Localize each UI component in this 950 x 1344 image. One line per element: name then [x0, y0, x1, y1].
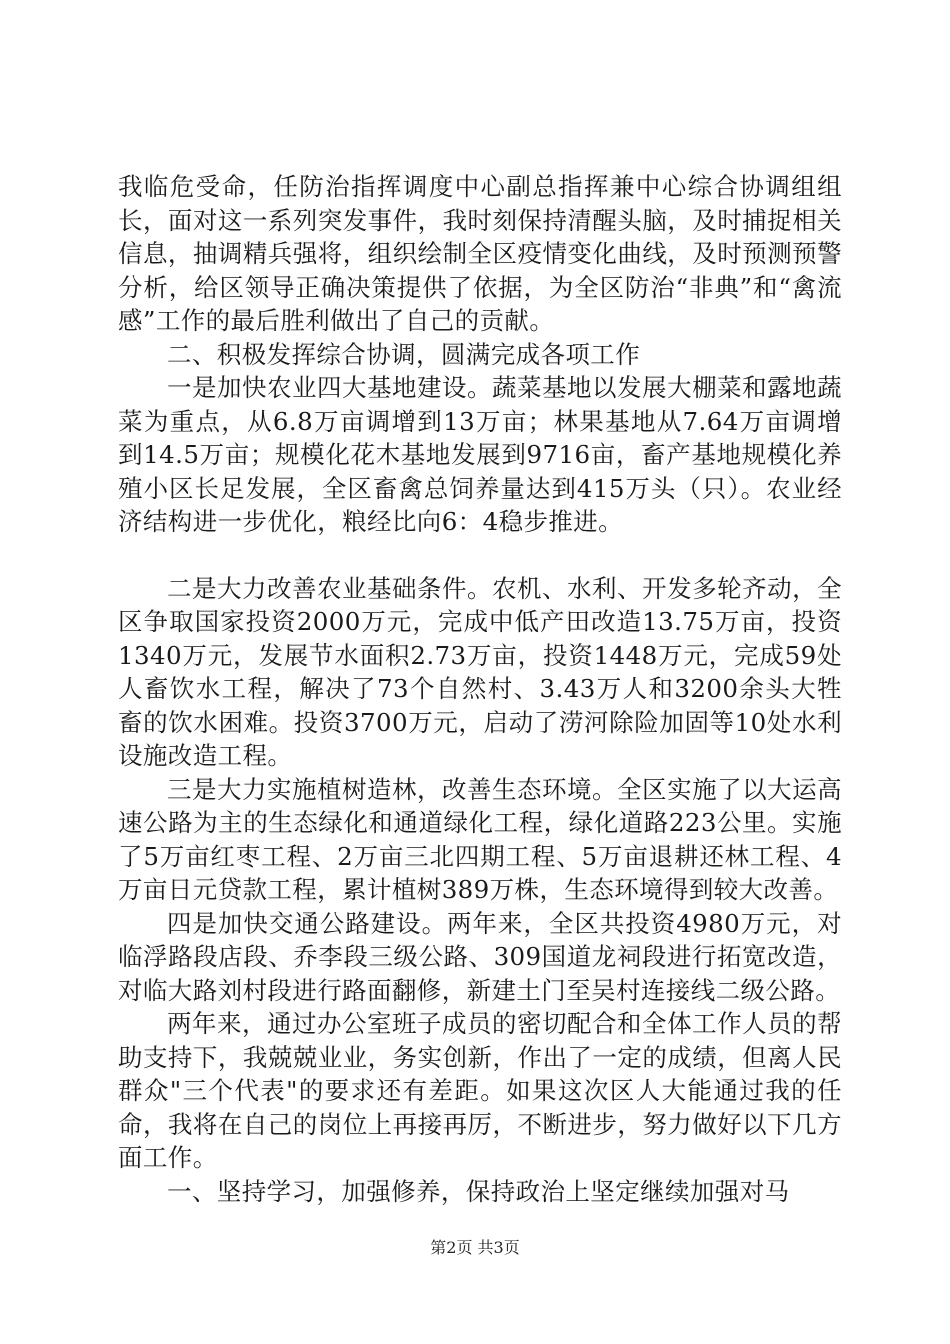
paragraph-road-construction: 四是加快交通公路建设。两年来，全区共投资4980万元，对临浮路段店段、乔李段三级公路、309国道龙祠段进行拓宽改造，对临大路刘村段进行路面翻修，新建土门至吴村连接线二级公路。 — [118, 908, 842, 1005]
paragraph-summary: 两年来，通过办公室班子成员的密切配合和全体工作人员的帮助支持下，我兢兢业业，务实创新，作出了一定的成绩，但离人民群众"三个代表"的要求还有差距。如果这次区人大能通过我的任命，我将在自己的岗位上再接再厉，不断进步，努力做好以下几方面工作。 — [118, 1009, 842, 1172]
paragraph-agri-bases: 一是加快农业四大基地建设。蔬菜基地以发展大棚菜和露地蔬菜为重点，从6.8万亩调增到13万亩；林果基地从7.64万亩调增到14.5万亩；规模化花木基地发展到9716亩，畜产基地规模化养殖小区长足发展，全区畜禽总饲养量达到415万头（只）。农业经济结构进一步优化，粮经比向6：4稳步推进。 — [118, 373, 842, 536]
page-number-footer: 第2页 共3页 — [430, 1238, 520, 1257]
section-heading-1: 一、坚持学习，加强修养，保持政治上坚定继续加强对马 — [167, 1176, 790, 1206]
document-body — [118, 170, 842, 1208]
section-heading-2: 二、积极发挥综合协调，圆满完成各项工作 — [167, 339, 641, 369]
paragraph-continuation: 我临危受命，任防治指挥调度中心副总指挥兼中心综合协调组组长，面对这一系列突发事件，我时刻保持清醒头脑，及时捕捉相关信息，抽调精兵强将，组织绘制全区疫情变化曲线，及时预测预警分析，给区领导正确决策提供了依据，为全区防治“非典”和“禽流感”工作的最后胜利做出了自己的贡献。 — [118, 172, 842, 335]
paragraph-agri-infrastructure: 二是大力改善农业基础条件。农机、水利、开发多轮齐动，全区争取国家投资2000万元，完成中低产田改造13.75万亩，投资1340万元，发展节水面积2.73万亩，投资1448万元，完成59处人畜饮水工程，解决了73个自然村、3.43万人和3200余头大牲畜的饮水困难。投资3700万元，启动了涝河除险加固等10处水利设施改造工程。 — [118, 573, 842, 770]
paragraph-afforestation: 三是大力实施植树造林，改善生态环境。全区实施了以大运高速公路为主的生态绿化和通道绿化工程，绿化道路223公里。实施了5万亩红枣工程、2万亩三北四期工程、5万亩退耕还林工程、4万亩日元贷款工程，累计植树389万株，生态环境得到较大改善。 — [118, 774, 842, 904]
